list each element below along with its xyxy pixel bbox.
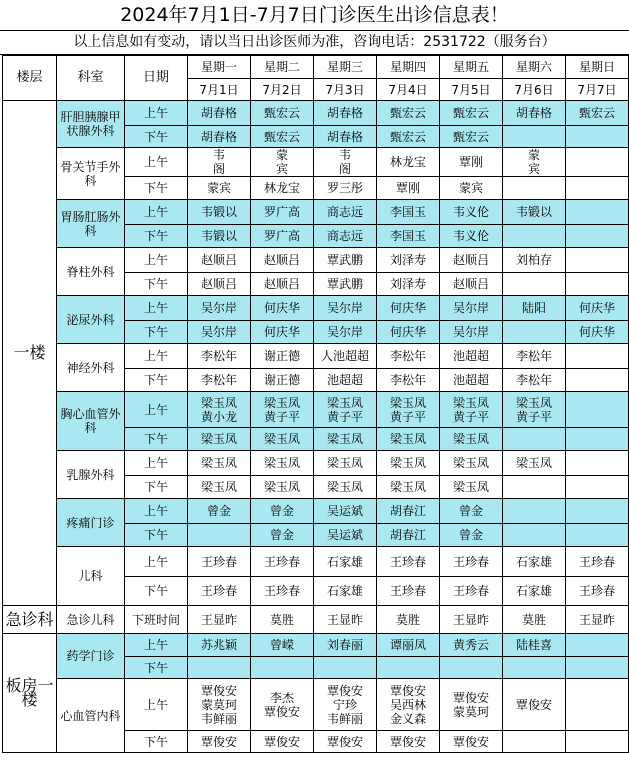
doctor-cell: 甄宏云 [251,101,314,126]
period-label: 上午 [125,101,188,126]
doctor-cell [566,248,629,273]
doctor-name: 梁玉凤 [452,395,489,410]
doctor-cell: 胡春江 [377,524,440,547]
table-row [3,296,629,321]
schedule-table [2,55,629,753]
doctor-cell: 吴尔岸 [314,296,377,321]
doctor-cell: 王珍春 [377,547,440,577]
doctor-cell: 覃武鹏 [314,248,377,273]
department-name: 心血管内科 [57,679,125,753]
period-label: 下午 [125,577,188,606]
doctor-cell: 李松年 [377,344,440,369]
period-label: 下午 [125,273,188,296]
doctor-cell [566,273,629,296]
doctor-cell: 吴尔岸 [188,321,251,344]
doctor-cell [440,679,503,731]
doctor-cell [566,524,629,547]
doctor-cell: 覃俊安 [251,731,314,753]
doctor-cell: 覃俊安 [503,679,566,731]
period-label: 上午 [125,200,188,225]
doctor-cell: 吴尔岸 [440,296,503,321]
doctor-name: 梁玉凤 [326,395,363,410]
doctor-cell [566,369,629,392]
header-row-weekdays [3,56,629,79]
department-name: 脊柱外科 [57,248,125,296]
table-row [3,547,629,577]
table-row [3,344,629,369]
doctor-cell: 石家雄 [314,547,377,577]
period-label: 上午 [125,148,188,177]
doctor-cell: 梁玉凤 [314,476,377,499]
doctor-cell: 黄秀云 [440,634,503,657]
doctor-cell: 曾金 [251,499,314,524]
date-cell: 7月7日 [566,79,629,101]
doctor-cell [566,657,629,679]
doctor-cell: 梁玉凤 [440,476,503,499]
doctor-cell: 池超超 [440,344,503,369]
doctor-cell [314,679,377,731]
doctor-name: 李杰 [269,690,294,705]
doctor-cell: 王珍春 [188,547,251,577]
doctor-cell: 韦锻以 [188,200,251,225]
doctor-cell: 王显昨 [440,606,503,634]
doctor-cell [566,731,629,753]
doctor-cell: 吴运斌 [314,524,377,547]
doctor-cell: 王珍春 [440,547,503,577]
doctor-cell: 林龙宝 [251,177,314,200]
doctor-cell: 韦锻以 [188,225,251,248]
doctor-cell: 韦义伦 [440,200,503,225]
period-label: 上午 [125,634,188,657]
doctor-name: 黄小龙 [200,409,237,424]
page-title: 2024年7月1日-7月7日门诊医生出诊信息表！ [0,0,629,31]
doctor-cell: 林龙宝 [377,148,440,177]
doctor-name: 金义森 [389,711,426,726]
weekday-header: 星期五 [440,56,503,79]
doctor-cell [566,200,629,225]
weekday-header: 星期六 [503,56,566,79]
doctor-cell: 刘柏存 [503,248,566,273]
doctor-cell: 赵顺吕 [440,273,503,296]
doctor-cell [566,225,629,248]
doctor-cell: 赵顺吕 [188,248,251,273]
doctor-cell: 王珍春 [251,577,314,606]
period-label: 下午 [125,225,188,248]
department-name: 胃肠肛肠外科 [57,200,125,248]
doctor-cell: 莫胜 [377,606,440,634]
doctor-cell [251,148,314,177]
weekday-header: 星期日 [566,56,629,79]
doctor-cell [503,657,566,679]
doctor-cell: 王珍春 [440,577,503,606]
period-label: 上午 [125,451,188,476]
doctor-name: 黄子平 [263,409,300,424]
doctor-cell [377,392,440,428]
doctor-cell: 李国玉 [377,200,440,225]
period-label: 上午 [125,296,188,321]
floor-label: 急诊科 [3,606,57,634]
doctor-cell: 梁玉凤 [440,451,503,476]
period-label: 上午 [125,679,188,731]
doctor-name: 蒙莫珂 [452,704,489,719]
department-name: 泌尿外科 [57,296,125,344]
department-name: 疼痛门诊 [57,499,125,547]
doctor-cell [566,428,629,451]
doctor-cell [503,225,566,248]
doctor-cell [566,126,629,148]
doctor-cell: 梁玉凤 [188,451,251,476]
doctor-cell: 石家雄 [314,577,377,606]
period-label: 上午 [125,248,188,273]
doctor-cell: 曾金 [440,524,503,547]
doctor-cell: 韦锻以 [503,200,566,225]
table-row [3,499,629,524]
doctor-cell [440,392,503,428]
weekday-header: 星期四 [377,56,440,79]
doctor-cell: 王珍春 [251,547,314,577]
doctor-cell: 甄宏云 [377,101,440,126]
date-cell: 7月6日 [503,79,566,101]
department-name: 儿科 [57,547,125,606]
doctor-cell: 甄宏云 [440,101,503,126]
doctor-name: 覃俊安 [326,683,363,698]
doctor-cell: 蒙宾 [440,177,503,200]
doctor-name: 宾 [527,162,540,176]
doctor-name: 黄子平 [515,409,552,424]
doctor-cell: 池超超 [440,369,503,392]
doctor-cell: 吴尔岸 [440,321,503,344]
doctor-cell: 覃俊安 [314,731,377,753]
doctor-cell: 覃刚 [377,177,440,200]
date-cell: 7月3日 [314,79,377,101]
period-label: 下午 [125,524,188,547]
doctor-cell: 刘泽寿 [377,273,440,296]
department-name: 急诊儿科 [57,606,125,634]
floor-header: 楼层 [3,56,57,101]
doctor-cell: 李松年 [188,344,251,369]
doctor-cell: 曾金 [188,499,251,524]
doctor-cell: 谭丽凤 [377,634,440,657]
doctor-cell: 甄宏云 [566,101,629,126]
doctor-cell: 苏兆颖 [188,634,251,657]
doctor-cell: 胡春格 [314,126,377,148]
doctor-cell [503,177,566,200]
department-name: 乳腺外科 [57,451,125,499]
doctor-cell: 覃俊安 [377,731,440,753]
doctor-name: 梁玉凤 [389,395,426,410]
doctor-name: 覃俊安 [200,683,237,698]
doctor-name: 宁珍 [332,697,357,712]
doctor-cell: 曾嵘 [251,634,314,657]
period-label: 上午 [125,344,188,369]
doctor-cell: 何庆华 [377,296,440,321]
doctor-cell: 覃俊安 [440,731,503,753]
department-name: 神经外科 [57,344,125,392]
doctor-cell: 王珍春 [377,577,440,606]
doctor-cell: 赵顺吕 [251,273,314,296]
doctor-cell: 石家雄 [503,577,566,606]
doctor-cell: 罗三彤 [314,177,377,200]
doctor-cell: 吴尔岸 [188,296,251,321]
doctor-cell [188,679,251,731]
doctor-cell [566,177,629,200]
table-row [3,392,629,428]
table-row [3,679,629,731]
doctor-name: 阁 [212,162,225,176]
doctor-cell [503,273,566,296]
doctor-cell: 梁玉凤 [377,476,440,499]
doctor-cell: 胡春格 [188,126,251,148]
doctor-name: 覃俊安 [389,683,426,698]
doctor-name: 阁 [338,162,351,176]
doctor-cell: 梁玉凤 [251,476,314,499]
doctor-cell: 覃刚 [440,148,503,177]
doctor-cell: 陆桂喜 [503,634,566,657]
doctor-cell [503,476,566,499]
table-row [3,101,629,126]
doctor-name: 蒙莫珂 [200,697,237,712]
weekday-header: 星期三 [314,56,377,79]
doctor-cell [314,657,377,679]
doctor-cell [251,679,314,731]
doctor-name: 韦 [212,148,225,162]
doctor-cell: 王显昨 [188,606,251,634]
doctor-cell: 吴运斌 [314,499,377,524]
date-cell: 7月2日 [251,79,314,101]
doctor-cell: 石家雄 [503,547,566,577]
period-label: 上午 [125,499,188,524]
doctor-cell: 胡春格 [503,101,566,126]
doctor-name: 黄子平 [326,409,363,424]
doctor-cell: 梁玉凤 [377,428,440,451]
doctor-cell: 梁玉凤 [188,476,251,499]
notice-line: 以上信息如有变动，请以当日出诊医师为准，咨询电话：2531722（服务台） [0,31,629,55]
department-name: 胸心血管外科 [57,392,125,451]
doctor-cell [440,657,503,679]
doctor-name: 宾 [275,162,288,176]
doctor-cell [377,679,440,731]
doctor-cell [251,392,314,428]
doctor-name: 韦鲜丽 [200,711,237,726]
doctor-name: 韦 [338,148,351,162]
doctor-cell [566,679,629,731]
doctor-cell: 王显昨 [566,606,629,634]
doctor-name: 吴西林 [389,697,426,712]
doctor-cell: 梁玉凤 [251,428,314,451]
doctor-cell: 李松年 [503,369,566,392]
period-label: 下午 [125,126,188,148]
doctor-cell: 王显昨 [314,606,377,634]
doctor-cell [503,321,566,344]
table-row [3,200,629,225]
doctor-cell [566,634,629,657]
emergency-row [3,606,629,634]
doctor-cell: 李国玉 [377,225,440,248]
doctor-cell: 甄宏云 [377,126,440,148]
doctor-cell [566,451,629,476]
doctor-cell: 王珍春 [566,577,629,606]
doctor-cell [314,148,377,177]
department-name: 肝胆胰腺甲状腺外科 [57,101,125,148]
doctor-cell [503,428,566,451]
doctor-name: 梁玉凤 [263,395,300,410]
doctor-cell [188,392,251,428]
doctor-cell: 胡春格 [314,101,377,126]
doctor-cell: 莫胜 [503,606,566,634]
doctor-cell: 赵顺吕 [188,273,251,296]
table-row [3,248,629,273]
doctor-cell: 池超超 [314,369,377,392]
period-label: 下午 [125,476,188,499]
doctor-name: 覃俊安 [263,704,300,719]
doctor-cell [188,657,251,679]
doctor-cell: 李松年 [503,344,566,369]
weekday-header: 星期二 [251,56,314,79]
doctor-cell: 陆阳 [503,296,566,321]
doctor-cell: 曾金 [251,524,314,547]
doctor-cell [251,657,314,679]
doctor-cell: 谢正德 [251,369,314,392]
period-label: 下午 [125,731,188,753]
doctor-cell: 商志远 [314,200,377,225]
floor-label: 板房一楼 [3,634,57,753]
doctor-cell [188,524,251,547]
doctor-name: 蒙 [527,148,540,162]
table-row [3,148,629,177]
doctor-cell [566,499,629,524]
period-label: 下午 [125,177,188,200]
doctor-cell [503,524,566,547]
doctor-cell: 何庆华 [377,321,440,344]
table-row [3,634,629,657]
period-label: 下午 [125,369,188,392]
period-label: 下午 [125,657,188,679]
doctor-cell: 胡春江 [377,499,440,524]
date-cell: 7月1日 [188,79,251,101]
doctor-cell: 赵顺吕 [251,248,314,273]
doctor-cell: 李松年 [188,369,251,392]
doctor-cell: 莫胜 [251,606,314,634]
doctor-cell: 刘春丽 [314,634,377,657]
doctor-cell: 胡春格 [188,101,251,126]
doctor-cell [503,731,566,753]
doctor-cell [566,392,629,428]
doctor-name: 蒙 [275,148,288,162]
doctor-name: 韦鲜丽 [326,711,363,726]
doctor-cell: 何庆华 [566,321,629,344]
doctor-cell: 梁玉凤 [440,428,503,451]
doctor-cell: 韦义伦 [440,225,503,248]
doctor-name: 黄子平 [452,409,489,424]
period-label: 下午 [125,428,188,451]
doctor-cell: 罗广高 [251,200,314,225]
doctor-cell: 覃武鹏 [314,273,377,296]
doctor-cell: 谢正德 [251,344,314,369]
department-name: 药学门诊 [57,634,125,679]
date-cell: 7月5日 [440,79,503,101]
doctor-cell: 甄宏云 [251,126,314,148]
doctor-name: 覃俊安 [452,690,489,705]
doctor-cell: 梁玉凤 [314,451,377,476]
doctor-cell [566,476,629,499]
doctor-cell: 曾金 [440,499,503,524]
doctor-cell: 王珍春 [566,547,629,577]
date-header: 日期 [125,56,188,101]
table-row [3,451,629,476]
doctor-cell: 商志远 [314,225,377,248]
department-name: 骨关节手外科 [57,148,125,200]
doctor-cell [566,148,629,177]
doctor-cell [503,126,566,148]
doctor-cell: 梁玉凤 [314,428,377,451]
doctor-cell [503,392,566,428]
doctor-cell: 梁玉凤 [188,428,251,451]
doctor-cell: 李松年 [377,369,440,392]
dept-header: 科室 [57,56,125,101]
doctor-cell: 刘泽寿 [377,248,440,273]
doctor-cell: 蒙宾 [188,177,251,200]
weekday-header: 星期一 [188,56,251,79]
doctor-cell [377,657,440,679]
period-label: 上午 [125,392,188,428]
floor-label: 一楼 [3,101,57,606]
period-label: 下班时间 [125,606,188,634]
doctor-cell: 覃俊安 [188,731,251,753]
doctor-cell: 赵顺吕 [440,248,503,273]
doctor-cell: 何庆华 [251,296,314,321]
period-label: 上午 [125,547,188,577]
doctor-cell: 甄宏云 [440,126,503,148]
doctor-cell: 何庆华 [566,296,629,321]
doctor-cell: 吴尔岸 [314,321,377,344]
date-cell: 7月4日 [377,79,440,101]
doctor-name: 梁玉凤 [200,395,237,410]
doctor-cell [503,499,566,524]
doctor-cell: 王珍春 [188,577,251,606]
doctor-name: 梁玉凤 [515,395,552,410]
period-label: 下午 [125,321,188,344]
doctor-cell [314,392,377,428]
doctor-cell [188,148,251,177]
doctor-cell: 何庆华 [251,321,314,344]
doctor-name: 黄子平 [389,409,426,424]
doctor-cell: 罗广高 [251,225,314,248]
doctor-cell [566,344,629,369]
doctor-cell: 梁玉凤 [377,451,440,476]
doctor-cell: 人池超超 [314,344,377,369]
doctor-cell [503,148,566,177]
doctor-cell: 梁玉凤 [503,451,566,476]
doctor-cell: 梁玉凤 [251,451,314,476]
